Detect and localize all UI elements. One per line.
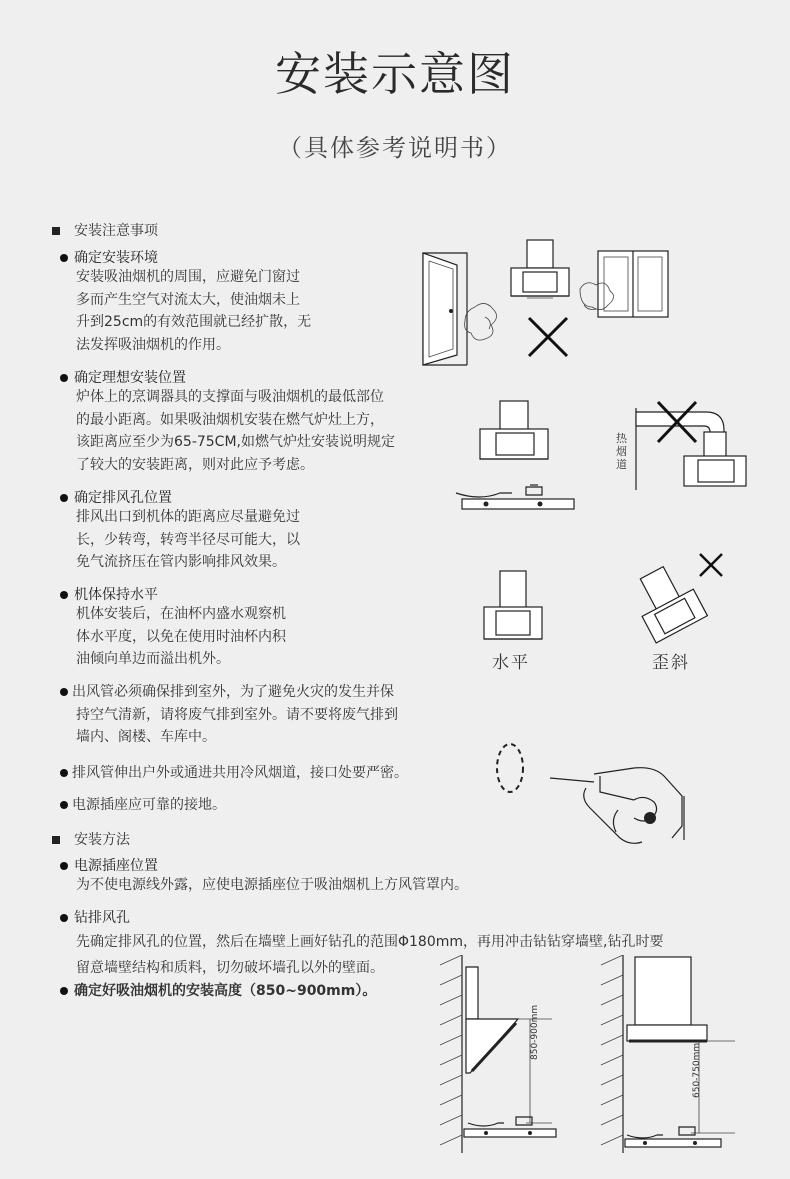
env-heading-text: 确定安装环境 <box>74 250 158 266</box>
ground-item <box>60 794 226 817</box>
outdoor-line: 墙内、阁楼、车库中。 <box>76 729 216 745</box>
exhaust-heading-text: 确定排风孔位置 <box>74 490 172 506</box>
outdoor-line: 出风管必须确保排到室外，为了避免火灾的发生并保 <box>72 684 394 700</box>
socket-body: 为不使电源线外露，应使电源插座位于吸油烟机上方风管罩内。 <box>76 877 468 893</box>
drill-illustration <box>490 740 700 860</box>
height-text: 确定好吸油烟机的安装高度（850~900mm）。 <box>74 983 377 999</box>
duct-text: 排风管伸出户外或通进共用冷风烟道，接口处要严密。 <box>72 765 408 781</box>
section-notes-title: 安装注意事项 <box>74 223 158 239</box>
square-bullet-icon <box>52 227 60 235</box>
level-body <box>76 603 396 671</box>
duct-item <box>60 762 408 785</box>
bullet-dot-icon <box>60 862 68 870</box>
drill-heading-text: 钻排风孔 <box>74 910 130 926</box>
position-line: 了较大的安装距离，则对此应予考虑。 <box>76 456 314 473</box>
position-heading <box>60 367 186 387</box>
side-hood-height-diagram <box>430 955 570 1155</box>
position-heading-text: 确定理想安装位置 <box>74 370 186 386</box>
bullet-dot-icon <box>60 494 68 502</box>
bullet-dot-icon <box>60 987 68 995</box>
socket-heading-text: 电源插座位置 <box>74 858 158 874</box>
dim-left-label: 850-900mm <box>530 1004 540 1060</box>
outdoor-line: 持空气清新，请将废气排到室外。请不要将废气排到 <box>76 706 398 723</box>
socket-heading <box>60 855 158 875</box>
exhaust-heading <box>60 487 172 507</box>
exhaust-body <box>76 506 396 574</box>
section-notes-heading <box>52 220 158 240</box>
hood-over-stove-illustration <box>450 395 580 520</box>
env-line: 多而产生空气对流太大，使油烟未上 <box>76 291 300 308</box>
outdoor-body <box>60 681 460 749</box>
position-line: 该距离应至少为65-75CM,如燃气炉灶安装说明规定 <box>76 434 395 450</box>
level-line: 机体安装后，在油杯内盛水观察机 <box>76 606 286 622</box>
square-bullet-icon <box>52 836 60 844</box>
level-line: 体水平度，以免在使用时油杯内积 <box>76 628 286 645</box>
level-heading <box>60 584 158 604</box>
page-title: 安装示意图 <box>275 47 515 101</box>
position-line: 炉体上的烹调器具的支撑面与吸油烟机的最低部位 <box>76 389 384 405</box>
bullet-dot-icon <box>60 591 68 599</box>
hood-tilted-illustration <box>630 548 730 648</box>
env-line: 升到25cm的有效范围就已经扩散，无 <box>76 314 312 330</box>
drill-line: 先确定排风孔的位置，然后在墙壁上画好钻孔的范围Φ180mm，再用冲击钻钻穿墙壁,钻孔时要 <box>76 934 664 950</box>
env-line: 法发挥吸油烟机的作用。 <box>76 336 230 353</box>
page-subtitle: （具体参考说明书） <box>278 134 512 162</box>
bullet-dot-icon <box>60 688 68 696</box>
env-line: 安装吸油烟机的周围，应避免门窗过 <box>76 269 300 285</box>
window-draft-illustration <box>570 245 675 325</box>
exhaust-line: 长，少转弯，转弯半径尽可能大，以 <box>76 531 300 548</box>
exhaust-line: 免气流挤压在管内影响排风效果。 <box>76 554 286 570</box>
position-line: 的最小距离。如果吸油烟机安装在燃气炉灶上方， <box>76 411 384 428</box>
position-body <box>76 386 456 476</box>
level-line: 油倾向单边而溢出机外。 <box>76 651 230 667</box>
env-heading <box>60 247 158 267</box>
drill-line: 留意墙壁结构和质料，切勿破坏墙孔以外的壁面。 <box>76 960 384 976</box>
section-method-title: 安装方法 <box>74 832 130 848</box>
section-method-heading <box>52 829 130 849</box>
tilt-caption: 歪斜 <box>652 653 690 673</box>
bullet-dot-icon <box>60 801 68 809</box>
level-heading-text: 机体保持水平 <box>74 587 158 603</box>
drill-heading <box>60 907 130 927</box>
env-body <box>76 266 396 356</box>
hot-flue-label: 热烟道 <box>616 432 627 471</box>
door-draft-illustration <box>415 245 505 370</box>
exhaust-line: 排风出口到机体的距离应尽量避免过 <box>76 509 300 525</box>
height-item <box>60 980 376 1003</box>
bullet-dot-icon <box>60 769 68 777</box>
level-caption: 水平 <box>492 653 530 673</box>
bullet-dot-icon <box>60 374 68 382</box>
t-hood-height-diagram <box>595 955 755 1155</box>
bullet-dot-icon <box>60 914 68 922</box>
ground-text: 电源插座应可靠的接地。 <box>72 797 226 813</box>
hood-level-illustration <box>478 565 548 645</box>
bullet-dot-icon <box>60 254 68 262</box>
dim-right-label: 650-750mm <box>692 1042 702 1098</box>
